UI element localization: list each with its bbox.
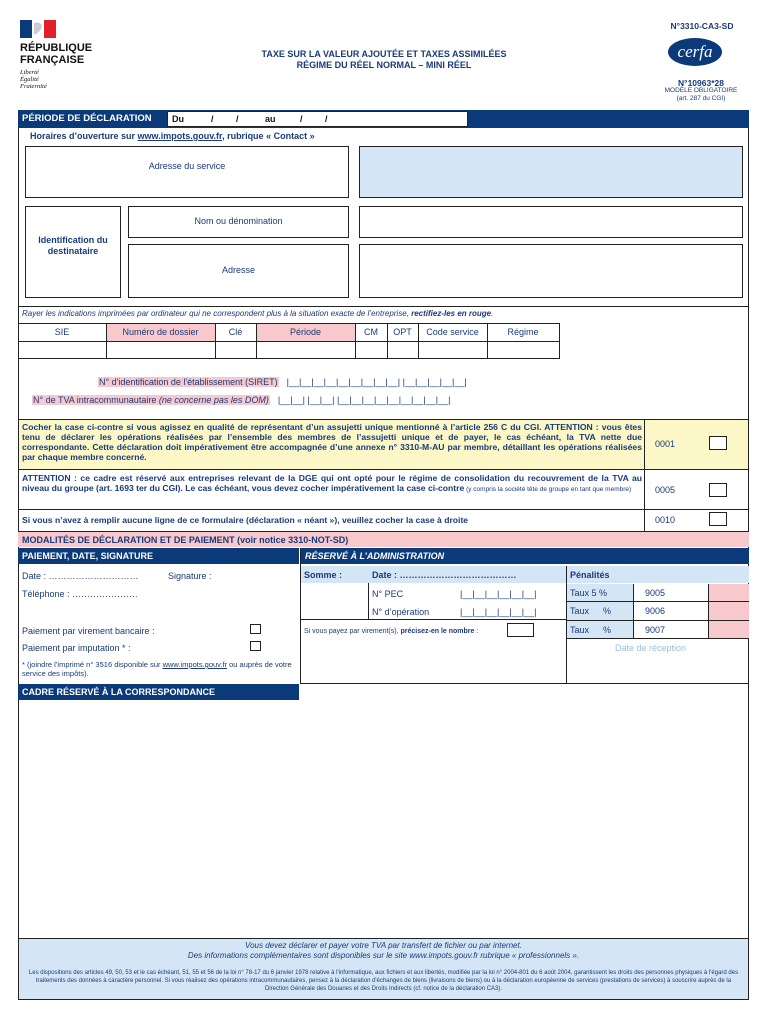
note-prefix: * (joindre l’imprimé n° 3516 disponible sur — [22, 660, 163, 669]
taux-5: Taux 5 % — [570, 588, 608, 598]
operation-cells[interactable]: |__|__|__|__|__|__| — [460, 607, 537, 617]
paiement-date[interactable]: Date : ………………………… — [22, 571, 139, 581]
col-numero-dossier: Numéro de dossier — [122, 327, 199, 337]
horaires-suffix: , rubrique « Contact » — [222, 131, 315, 141]
case-0001-code: 0001 — [654, 439, 676, 449]
date-reception: Date de réception — [615, 643, 687, 653]
adresse-box — [128, 244, 349, 298]
case-0005-text — [22, 473, 642, 495]
siret-label: N° d'identification de l'établissement (SIRET) — [99, 377, 278, 387]
correspondance-title: CADRE RÉSERVÉ À LA CORRESPONDANCE — [18, 684, 299, 700]
rayer-end: . — [491, 309, 494, 318]
paiement-telephone[interactable]: Téléphone : …………………. — [22, 589, 138, 599]
periode-label: PÉRIODE DE DÉCLARATION — [22, 113, 152, 124]
horaires — [30, 131, 315, 141]
marianne-logo — [20, 20, 110, 100]
case-0010-text: Si vous n’avez à remplir aucune ligne de ce formulaire (déclaration « néant »), veuillez cocher la case à droite — [22, 515, 469, 525]
impots-link[interactable]: www.impots.gouv.fr — [137, 131, 223, 141]
form-title-line1: TAXE SUR LA VALEUR AJOUTÉE ET TAXES ASSIMILÉES — [261, 49, 507, 59]
republique-text: RÉPUBLIQUE — [20, 42, 93, 54]
marianne-flag-icon — [20, 20, 56, 38]
admin-operation: N° d’opération — [372, 607, 430, 617]
col-regime: Régime — [507, 327, 539, 337]
modalites-label: MODALITÉS DE DÉCLARATION ET DE PAIEMENT (voir notice 3310-NOT-SD) — [22, 535, 349, 545]
virements-count-field[interactable] — [507, 623, 534, 637]
motto-egalite: Égalité — [20, 76, 39, 83]
imputation-label: Paiement par imputation * : — [22, 643, 131, 653]
francaise-text: FRANÇAISE — [20, 54, 85, 66]
tva-cells[interactable]: |__|__| |__|__| |__|__|__|__|__|__|__|__|__| — [277, 395, 451, 405]
modalites-bar — [18, 531, 749, 547]
case-0001-text: Cocher la case ci-contre si vous agissez en qualité de représentant d’un assujetti unique mentionné à l’article 256 C du CGI. ATTENTION : vous êtes tenu de déclarer les opérations réalisées par l’ensemble des membres de l’assujetti unique et de payer, le cas échéant, la TVA nette due correspondante. Cette déclaration doit impérativement être accompagnée d’une annexe n° 3310-M-AU par membre, détaillant les opérations réalisées par chaque membre concerné. — [22, 422, 642, 462]
modele-obligatoire: MODÈLE OBLIGATOIRE — [664, 87, 738, 94]
case-0005-small: (y compris la société tête de groupe en tant que membre) — [464, 486, 632, 493]
periode-slash: / — [300, 114, 303, 124]
cerfa-text: cerfa — [677, 42, 713, 61]
admin-somme: Somme : — [304, 570, 343, 580]
tva-row — [32, 395, 450, 405]
note-link[interactable]: www.impots.gouv.fr — [162, 660, 228, 669]
taux-label: Taux — [570, 606, 590, 616]
virements-suffix: : — [474, 628, 479, 635]
nom-label: Nom ou dénomination — [194, 216, 283, 226]
periode-du: Du — [172, 114, 184, 124]
col-cle: Clé — [228, 327, 243, 337]
identification-label: Identification du destinataire — [38, 235, 108, 256]
case-0005-checkbox[interactable] — [709, 483, 727, 497]
adresse-field[interactable] — [359, 244, 743, 298]
periode-input[interactable] — [167, 111, 468, 127]
siret-cells[interactable]: |__|__|__|__|__|__|__|__|__| |__|__|__|__|__| — [286, 377, 467, 387]
code-9006: 9006 — [645, 606, 666, 616]
virements-prefix: Si vous payez par virement(s), — [304, 628, 401, 635]
note-suffix: ou auprès de votre service des impôts). — [22, 660, 292, 678]
tva-label: N° de TVA intracommunautaire — [33, 395, 159, 405]
adresse-service-field[interactable] — [359, 146, 743, 198]
horaires-prefix: Horaires d’ouverture sur — [30, 131, 138, 141]
virements-note — [304, 628, 478, 635]
imputation-note — [22, 660, 297, 678]
article-ref: (art. 287 du CGI) — [676, 95, 726, 102]
nom-box — [128, 206, 349, 238]
pec-cells[interactable]: |__|__|__|__|__|__| — [460, 589, 537, 599]
col-opt: OPT — [393, 327, 412, 337]
case-0010-checkbox[interactable] — [709, 512, 727, 526]
motto-fraternite: Fraternité — [20, 83, 47, 90]
col-cm: CM — [364, 327, 378, 337]
motto-liberte: Liberté — [20, 69, 39, 76]
col-code-service: Code service — [426, 327, 479, 337]
case-0010-code: 0010 — [654, 515, 676, 525]
code-9005: 9005 — [645, 588, 666, 598]
col-sie: SIE — [54, 327, 70, 337]
admin-date[interactable]: Date : ………………………………… — [372, 570, 517, 580]
adresse-service-label: Adresse du service — [148, 161, 226, 171]
case-0001-checkbox[interactable] — [709, 436, 727, 450]
rayer-bold: rectifiez-les en rouge — [411, 309, 492, 318]
col-periode: Période — [289, 327, 322, 337]
periode-slash: / — [325, 114, 328, 124]
footer-legal: Les dispositions des articles 49, 50, 53 et le cas échéant, 51, 55 et 56 de la loi n° 78-17 du 6 janvier 1978 relative à l'informatique, aux fichiers et aux libertés, modifiée par la loi n° 2004-801 du 6 août 2004, garantissent les droits des personnes physiques à l'égard des traitements des données à caractère personnel. Si vous réalisez des opérations intracommunautaires, pensez à la déclaration d'échanges de biens (livraisons de biens) ou à la déclaration européenne de services (prestations de services) à souscrire auprès de la Direction Générale des Douanes et des Droits Indirects (cf. notice de la déclaration CA3). — [28, 970, 739, 992]
cerfa-number: N°10963*28 — [678, 78, 724, 88]
admin-title: RÉSERVÉ À L’ADMINISTRATION — [301, 548, 749, 564]
rayer-text: Rayer les indications imprimées par ordinateur qui ne correspondent plus à la situation exacte de l’entreprise, — [22, 309, 412, 318]
penalites-label: Pénalités — [570, 570, 610, 580]
taux-pct: % — [603, 606, 612, 616]
taux-label: Taux — [570, 625, 590, 635]
virements-bold: précisez-en le nombre — [400, 628, 475, 635]
identification-box — [25, 206, 121, 298]
footer-line1: Vous devez déclarer et payer votre TVA par transfert de fichier ou par internet. — [245, 941, 522, 950]
tva-paren: (ne concerne pas les DOM) — [158, 395, 269, 405]
cerfa-logo — [668, 38, 722, 66]
adresse-label: Adresse — [221, 265, 256, 275]
codes-table — [18, 323, 560, 359]
periode-au: au — [265, 114, 276, 124]
virement-checkbox[interactable] — [250, 624, 261, 634]
nom-field[interactable] — [359, 206, 743, 238]
siret-row — [98, 377, 467, 387]
form-number: N°3310-CA3-SD — [670, 21, 734, 31]
paiement-title: PAIEMENT, DATE, SIGNATURE — [18, 548, 299, 564]
periode-slash: / — [236, 114, 239, 124]
virement-label: Paiement par virement bancaire : — [22, 626, 155, 636]
rayer-note — [22, 309, 493, 318]
code-9007: 9007 — [645, 625, 666, 635]
form-title-line2: RÉGIME DU RÉEL NORMAL – MINI RÉEL — [296, 60, 472, 70]
case-0005-code: 0005 — [654, 485, 676, 495]
footer-line2: Des informations complémentaires sont disponibles sur le site www.impots.gouv.fr rubrique « professionnels ». — [187, 951, 580, 960]
paiement-signature[interactable]: Signature : — [168, 571, 212, 581]
periode-slash: / — [211, 114, 214, 124]
imputation-checkbox[interactable] — [250, 641, 261, 651]
adresse-service-box — [25, 146, 349, 198]
admin-pec: N° PEC — [372, 589, 404, 599]
case-0005-main: ATTENTION : ce cadre est réservé aux entreprises relevant de la DGE qui ont opté pour le régime de consolidation du recouvrement de la TVA au niveau du groupe (art. 1693 ter du CGI). Le cas échéant, vous devez cocher impérativement la case ci-contre — [22, 473, 642, 493]
taux-pct: % — [603, 625, 612, 635]
